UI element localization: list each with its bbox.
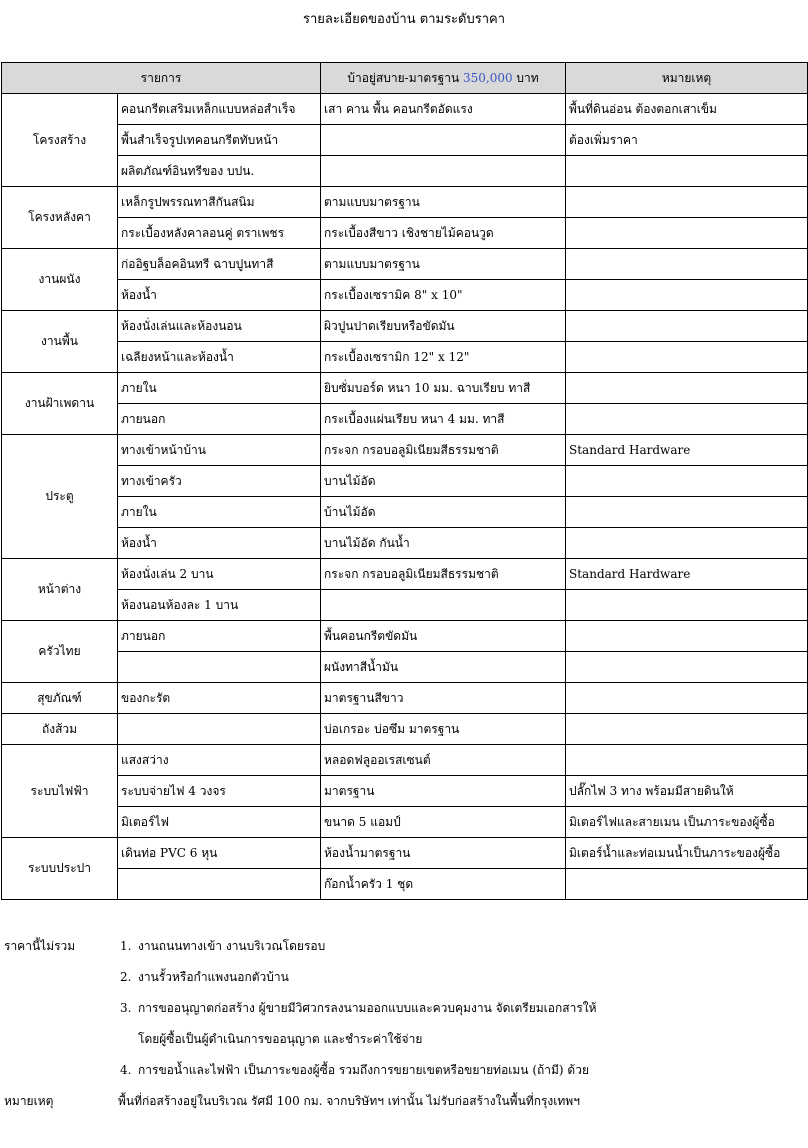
spec-cell: กระเบื้องแผ่นเรียบ หนา 4 มม. ทาสี xyxy=(321,404,566,435)
note-cell xyxy=(566,373,808,404)
note-number: 2. xyxy=(120,970,132,984)
page-title: รายละเอียดของบ้าน ตามระดับราคา xyxy=(302,12,506,27)
spec-cell: ยิบซั่มบอร์ด หนา 10 มม. ฉาบเรียบ ทาสี xyxy=(321,373,566,404)
table-row xyxy=(2,311,808,342)
spec-cell: บ้านไม้อัด xyxy=(321,497,566,528)
spec-table xyxy=(1,62,808,900)
note-line xyxy=(4,967,804,998)
item-cell: ห้องน้ำ xyxy=(118,528,321,559)
table-row xyxy=(2,156,808,187)
note-cell: ปลั๊กไฟ 3 ทาง พร้อมมีสายดินให้ xyxy=(566,776,808,807)
category-sanitary: สุขภัณฑ์ xyxy=(2,683,118,714)
category-structure: โครงสร้าง xyxy=(2,94,118,187)
table-row xyxy=(2,249,808,280)
item-cell: ก่ออิฐบล็อคอินทรี ฉาบปูนทาสี xyxy=(118,249,321,280)
table-row xyxy=(2,373,808,404)
spec-cell xyxy=(321,125,566,156)
table-row xyxy=(2,869,808,900)
spec-cell: ผิวปูนปาดเรียบหรือขัดมัน xyxy=(321,311,566,342)
note-cell xyxy=(566,528,808,559)
table-row xyxy=(2,652,808,683)
spec-cell: เสา คาน พื้น คอนกรีตอัดแรง xyxy=(321,94,566,125)
spec-cell: ผนังทาสีน้ำมัน xyxy=(321,652,566,683)
note-line xyxy=(4,1060,804,1091)
note-line xyxy=(4,1029,804,1060)
spec-cell: ขนาด 5 แอมป์ xyxy=(321,807,566,838)
note-cell xyxy=(566,187,808,218)
category-ceiling: งานฝ้าเพดาน xyxy=(2,373,118,435)
note-cell xyxy=(566,745,808,776)
note-text: โดยผู้ซื้อเป็นผู้ดำเนินการขออนุญาต และชำระค่าใช้จ่าย xyxy=(138,1032,423,1046)
header-remarks: หมายเหตุ xyxy=(566,63,808,94)
note-cell: มิเตอร์ไฟและสายเมน เป็นภาระของผู้ซื้อ xyxy=(566,807,808,838)
item-cell: ภายนอก xyxy=(118,404,321,435)
note-cell: มิเตอร์น้ำและท่อเมนน้ำเป็นภาระของผู้ซื้อ xyxy=(566,838,808,869)
table-row xyxy=(2,838,808,869)
spec-cell xyxy=(321,590,566,621)
note-text: การขออนุญาตก่อสร้าง ผู้ขายมีวิศวกรลงนามออกแบบและควบคุมงาน จัดเตรียมเอกสารให้ xyxy=(138,1001,597,1015)
note-cell xyxy=(566,621,808,652)
spec-cell: บานไม้อัด กันน้ำ xyxy=(321,528,566,559)
item-cell: ของกะรัต xyxy=(118,683,321,714)
item-cell: ห้องน้ำ xyxy=(118,280,321,311)
table-row xyxy=(2,621,808,652)
item-cell: ระบบจ่ายไฟ 4 วงจร xyxy=(118,776,321,807)
category-floor: งานพื้น xyxy=(2,311,118,373)
table-row xyxy=(2,125,808,156)
notes-section xyxy=(4,936,804,1115)
table-row xyxy=(2,218,808,249)
item-cell: เหล็กรูปพรรณทาสีกันสนิม xyxy=(118,187,321,218)
item-cell xyxy=(118,869,321,900)
spec-cell: ห้องน้ำมาตรฐาน xyxy=(321,838,566,869)
category-septic: ถังส้วม xyxy=(2,714,118,745)
spec-cell: หลอดฟลูออเรสเซนต์ xyxy=(321,745,566,776)
remark-label: หมายเหตุ xyxy=(4,1094,54,1108)
item-cell: พื้นสำเร็จรูปเทคอนกรีตทับหน้า xyxy=(118,125,321,156)
spec-cell: กระจก กรอบอลูมิเนียมสีธรรมชาติ xyxy=(321,435,566,466)
note-cell xyxy=(566,249,808,280)
item-cell: มิเตอร์ไฟ xyxy=(118,807,321,838)
item-cell: ผลิตภัณฑ์อินทรีของ บปน. xyxy=(118,156,321,187)
table-row xyxy=(2,497,808,528)
note-cell xyxy=(566,869,808,900)
table-row xyxy=(2,466,808,497)
note-cell xyxy=(566,652,808,683)
item-cell: ห้องนั่งเล่น 2 บาน xyxy=(118,559,321,590)
table-row xyxy=(2,187,808,218)
header-spec xyxy=(321,63,566,94)
header-spec-prefix: บ้าอยู่สบาย-มาตรฐาน xyxy=(347,70,463,85)
spec-cell: มาตรฐาน xyxy=(321,776,566,807)
note-cell xyxy=(566,156,808,187)
note-cell xyxy=(566,714,808,745)
table-row xyxy=(2,714,808,745)
table-row xyxy=(2,435,808,466)
table-row xyxy=(2,528,808,559)
table-row xyxy=(2,559,808,590)
table-row xyxy=(2,280,808,311)
item-cell: ภายนอก xyxy=(118,621,321,652)
spec-cell: ก๊อกน้ำครัว 1 ชุด xyxy=(321,869,566,900)
category-wall: งานผนัง xyxy=(2,249,118,311)
item-cell: เดินท่อ PVC 6 หุน xyxy=(118,838,321,869)
table-row xyxy=(2,807,808,838)
spec-cell: กระเบื้องเซรามิก 12" x 12" xyxy=(321,342,566,373)
table-row xyxy=(2,590,808,621)
note-number: 4. xyxy=(120,1063,132,1077)
table-row xyxy=(2,745,808,776)
note-cell: Standard Hardware xyxy=(566,559,808,590)
table-row xyxy=(2,683,808,714)
item-cell: ทางเข้าหน้าบ้าน xyxy=(118,435,321,466)
item-cell: ภายใน xyxy=(118,497,321,528)
spec-cell: ตามแบบมาตรฐาน xyxy=(321,249,566,280)
item-cell: ภายใน xyxy=(118,373,321,404)
header-spec-suffix: บาท xyxy=(512,70,539,85)
note-cell xyxy=(566,218,808,249)
note-cell xyxy=(566,342,808,373)
note-cell: ต้องเพิ่มราคา xyxy=(566,125,808,156)
table-header-row xyxy=(2,63,808,94)
note-cell xyxy=(566,466,808,497)
remark-line xyxy=(4,1091,804,1115)
category-door: ประตู xyxy=(2,435,118,559)
item-cell xyxy=(118,652,321,683)
note-line xyxy=(4,936,804,967)
spec-cell: กระเบื้องเซรามิค 8" x 10" xyxy=(321,280,566,311)
note-text: งานรั้วหรือกำแพงนอกตัวบ้าน xyxy=(138,970,289,984)
item-cell: ห้องนั่งเล่นและห้องนอน xyxy=(118,311,321,342)
note-cell: พื้นที่ดินอ่อน ต้องตอกเสาเข็ม xyxy=(566,94,808,125)
spec-cell: พื้นคอนกรีตขัดมัน xyxy=(321,621,566,652)
category-electric: ระบบไฟฟ้า xyxy=(2,745,118,838)
note-cell xyxy=(566,683,808,714)
item-cell: คอนกรีตเสริมเหล็กแบบหล่อสำเร็จ xyxy=(118,94,321,125)
spec-cell: บ่อเกรอะ บ่อซึม มาตรฐาน xyxy=(321,714,566,745)
spec-cell: ตามแบบมาตรฐาน xyxy=(321,187,566,218)
item-cell: ห้องนอนห้องละ 1 บาน xyxy=(118,590,321,621)
item-cell: กระเบื้องหลังคาลอนคู่ ตราเพชร xyxy=(118,218,321,249)
note-cell: Standard Hardware xyxy=(566,435,808,466)
excluded-label: ราคานี้ไม่รวม xyxy=(4,939,76,953)
note-text: งานถนนทางเข้า งานบริเวณโดยรอบ xyxy=(138,939,326,953)
note-text: การขอน้ำและไฟฟ้า เป็นภาระของผู้ซื้อ รวมถึงการขยายเขตหรือขยายท่อเมน (ถ้ามี) ด้วย xyxy=(138,1063,589,1077)
spec-cell xyxy=(321,156,566,187)
table-row xyxy=(2,776,808,807)
note-cell xyxy=(566,497,808,528)
category-roof: โครงหลังคา xyxy=(2,187,118,249)
note-cell xyxy=(566,404,808,435)
table-row xyxy=(2,342,808,373)
item-cell: ทางเข้าครัว xyxy=(118,466,321,497)
spec-cell: มาตรฐานสีขาว xyxy=(321,683,566,714)
item-cell xyxy=(118,714,321,745)
spec-cell: กระเบื้องสีขาว เชิงชายไม้คอนวูด xyxy=(321,218,566,249)
spec-cell: กระจก กรอบอลูมิเนียมสีธรรมชาติ xyxy=(321,559,566,590)
header-items: รายการ xyxy=(2,63,321,94)
note-cell xyxy=(566,280,808,311)
item-cell: แสงสว่าง xyxy=(118,745,321,776)
category-plumbing: ระบบประปา xyxy=(2,838,118,900)
note-cell xyxy=(566,590,808,621)
header-spec-price: 350,000 xyxy=(462,70,513,85)
note-line xyxy=(4,998,804,1029)
note-number: 1. xyxy=(120,939,132,953)
category-kitchen: ครัวไทย xyxy=(2,621,118,683)
note-number: 3. xyxy=(120,1001,132,1015)
spec-cell: บานไม้อัด xyxy=(321,466,566,497)
note-cell xyxy=(566,311,808,342)
item-cell: เฉลียงหน้าและห้องน้ำ xyxy=(118,342,321,373)
table-row xyxy=(2,404,808,435)
table-row xyxy=(2,94,808,125)
remark-text: พื้นที่ก่อสร้างอยู่ในบริเวณ รัศมี 100 กม. จากบริษัทฯ เท่านั้น ไม่รับก่อสร้างในพื้นที่กรุงเทพฯ xyxy=(118,1094,580,1108)
category-window: หน้าต่าง xyxy=(2,559,118,621)
